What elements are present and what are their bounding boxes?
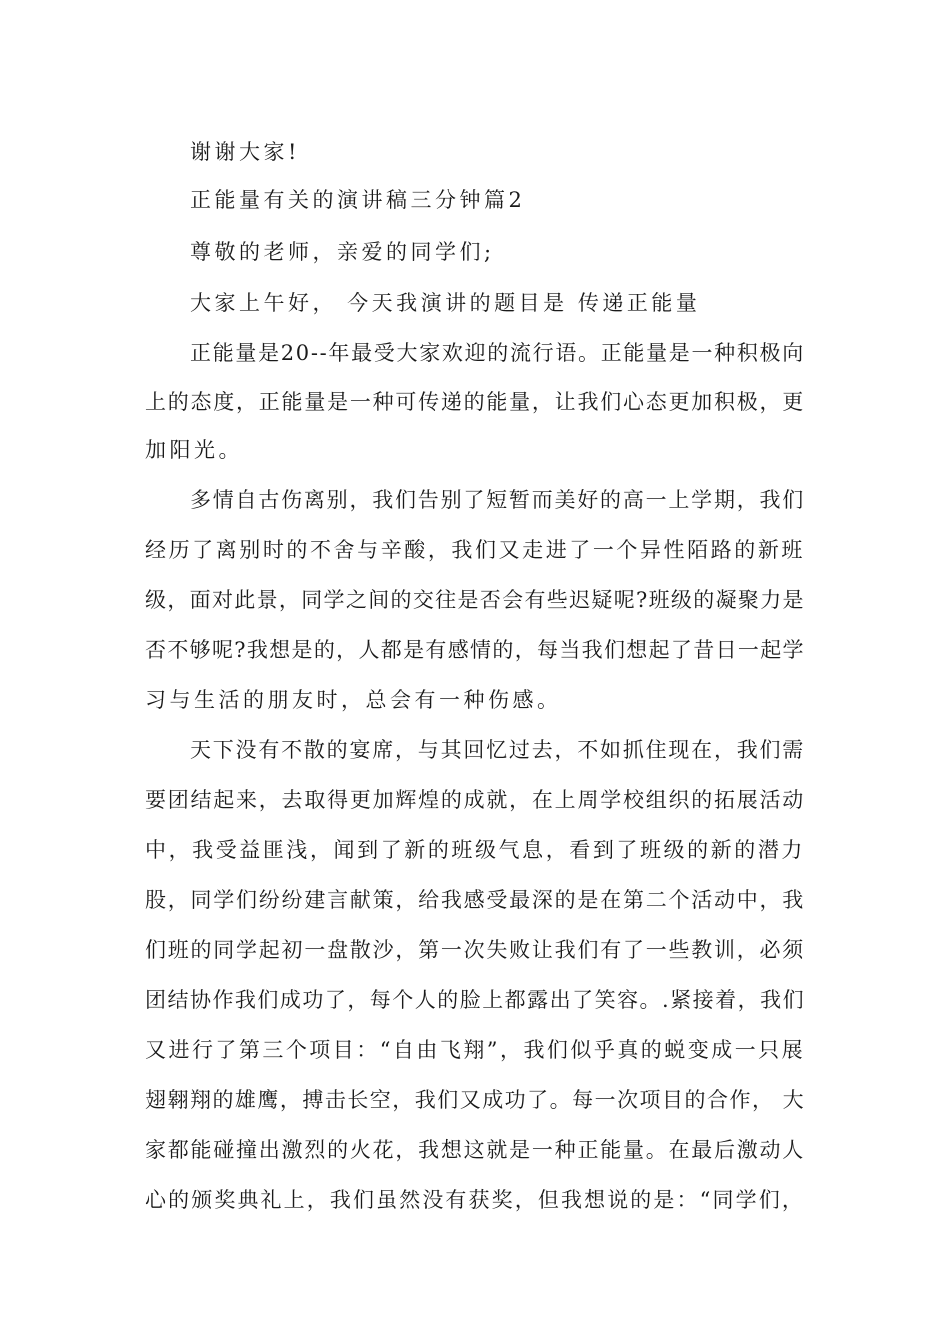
paragraph-line: 们班的同学起初一盘散沙，第一次失败让我们有了一些教训，必须 — [145, 938, 806, 962]
paragraph-line: 天下没有不散的宴席，与其回忆过去，不如抓住现在，我们需 — [190, 738, 806, 762]
paragraph-line: 正能量是20--年最受大家欢迎的流行语。正能量是一种积极向 — [190, 341, 805, 365]
paragraph-line: 家都能碰撞出激烈的火花，我想这就是一种正能量。在最后激动人 — [145, 1138, 806, 1162]
paragraph-line: 中，我受益匪浅，闻到了新的班级气息，看到了班级的新的潜力 — [145, 838, 805, 862]
paragraph-line: 上的态度，正能量是一种可传递的能量，让我们心态更加积极，更 — [145, 390, 806, 414]
paragraph-line: 经历了离别时的不舍与辛酸，我们又走进了一个异性陌路的新班 — [145, 538, 805, 562]
paragraph-line: 多情自古伤离别，我们告别了短暂而美好的高一上学期，我们 — [190, 488, 806, 512]
paragraph-line: 翅翱翔的雄鹰，搏击长空，我们又成功了。每一次项目的合作， 大 — [145, 1088, 806, 1112]
paragraph-line: 加阳光。 — [145, 438, 243, 462]
paragraph-line: 级，面对此景，同学之间的交往是否会有些迟疑呢?班级的凝聚力是 — [145, 588, 805, 612]
paragraph-line: 股，同学们纷纷建言献策，给我感受最深的是在第二个活动中，我 — [145, 888, 806, 912]
paragraph-line: 心的颁奖典礼上，我们虽然没有获奖，但我想说的是：“同学们， — [145, 1188, 805, 1212]
paragraph-line: 习与生活的朋友时，总会有一种伤感。 — [145, 688, 562, 712]
paragraph-line: 否不够呢?我想是的，人都是有感情的，每当我们想起了昔日一起学 — [145, 638, 805, 662]
closing-thanks: 谢谢大家! — [190, 140, 300, 164]
section-title: 正能量有关的演讲稿三分钟篇2 — [190, 188, 526, 212]
paragraph-line: 团结协作我们成功了，每个人的脸上都露出了笑容。.紧接着，我们 — [145, 988, 806, 1012]
paragraph-line: 又进行了第三个项目：“自由飞翔”，我们似乎真的蜕变成一只展 — [145, 1038, 806, 1062]
paragraph-line: 要团结起来，去取得更加辉煌的成就，在上周学校组织的拓展活动 — [145, 788, 806, 812]
salutation: 尊敬的老师，亲爱的同学们; — [190, 240, 495, 264]
greeting-line: 大家上午好， 今天我演讲的题目是 传递正能量 — [190, 291, 701, 315]
